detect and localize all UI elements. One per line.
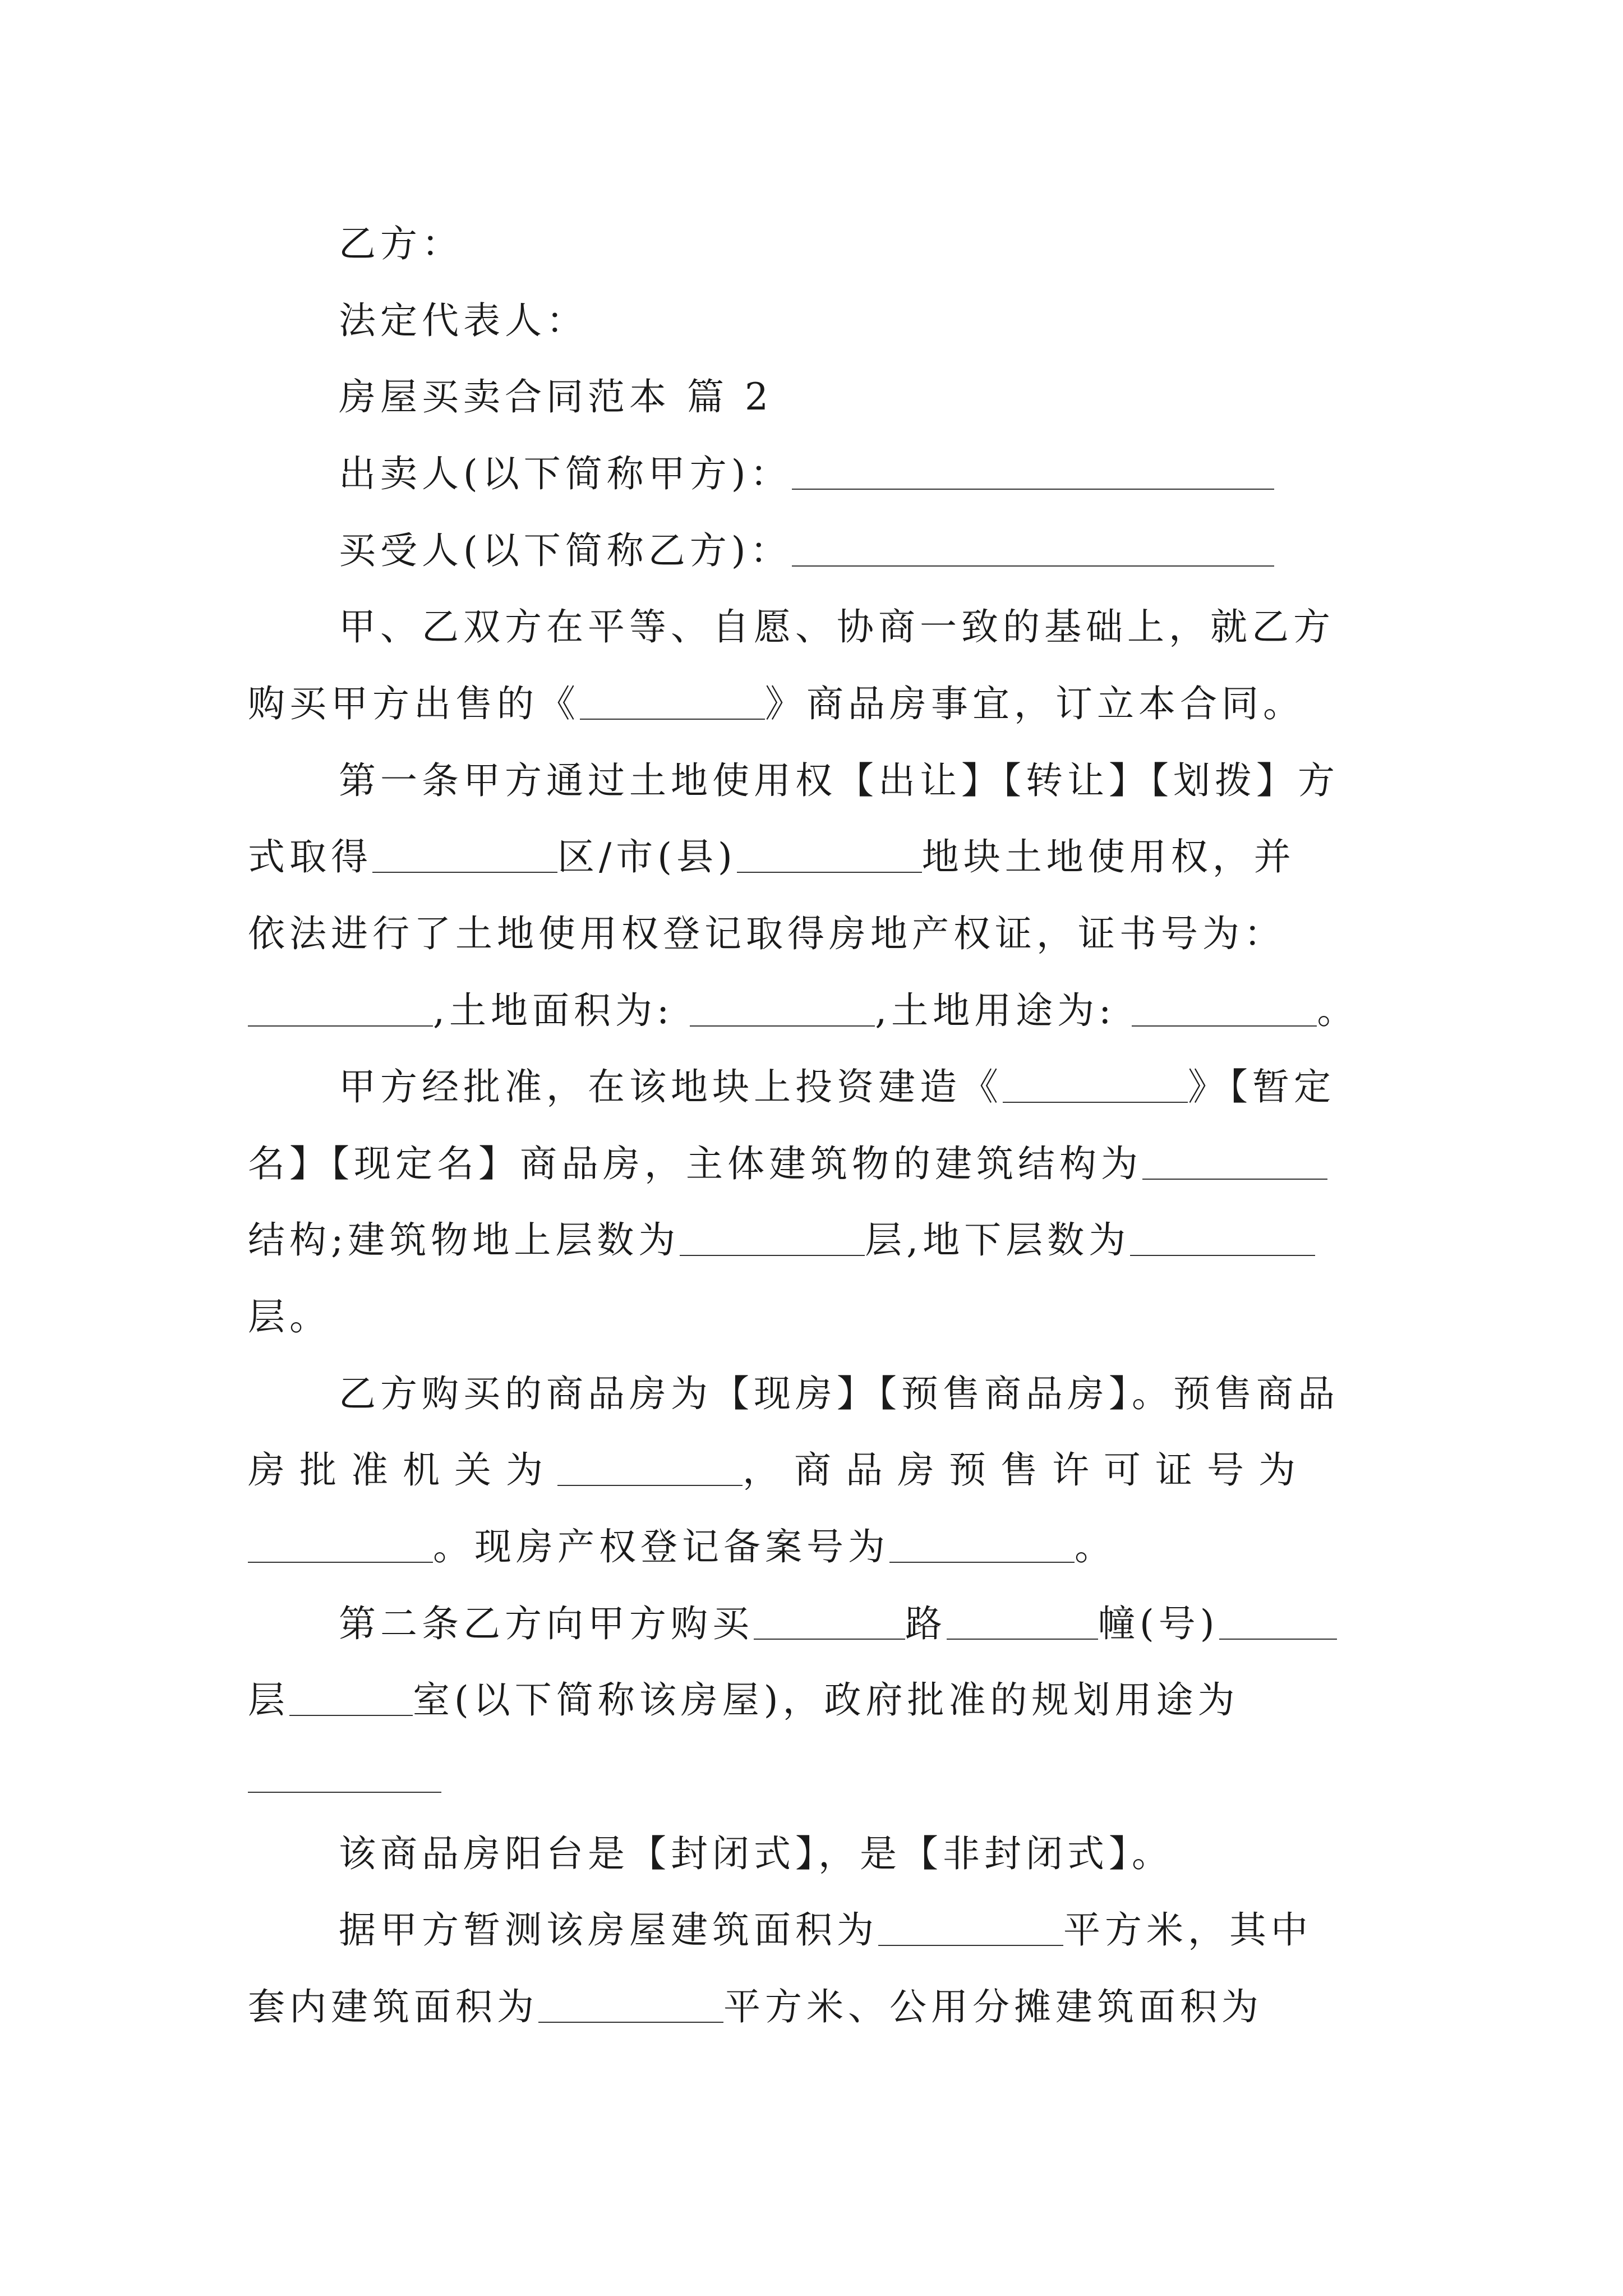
floors-below-blank[interactable]	[1130, 1221, 1315, 1256]
approval-authority-blank[interactable]	[557, 1451, 743, 1486]
paragraph-text: 。	[1075, 1525, 1116, 1568]
paragraph-text: 层,地下层数为	[865, 1218, 1131, 1262]
structure-blank[interactable]	[1142, 1145, 1327, 1180]
paragraph-text: 层。	[248, 1295, 331, 1338]
paragraph-intro-line-2	[248, 679, 1304, 729]
paragraph-text: 路	[905, 1602, 947, 1645]
article-1-line-1	[339, 756, 1339, 806]
buyer-blank[interactable]	[792, 532, 1274, 567]
approval-line-4	[248, 1292, 331, 1342]
article-1-line-2	[248, 832, 1295, 882]
buyer-label: 买受人(以下简称乙方)：	[339, 529, 792, 572]
paragraph-text: ,土地面积为:	[433, 989, 690, 1032]
paragraph-text: 》【暂定	[1188, 1065, 1335, 1108]
building-name-blank[interactable]	[1003, 1068, 1188, 1103]
party-b-line	[339, 219, 463, 269]
paragraph-text: 。	[1317, 989, 1359, 1032]
article-1-line-3	[248, 909, 1285, 959]
paragraph-text: 名】【现定名】商品房，主体建筑物的建筑结构为	[248, 1142, 1142, 1185]
article-2-line-2	[248, 1675, 1239, 1726]
paragraph-text: 套内建筑面积为	[248, 1985, 538, 2028]
approval-line-1	[339, 1062, 1335, 1112]
interior-area-blank[interactable]	[538, 1988, 723, 2023]
article-2-line-3	[248, 1752, 441, 1802]
paragraph-text: 平方米，其中	[1063, 1908, 1312, 1952]
article-2-line-1	[339, 1599, 1337, 1649]
district-blank[interactable]	[372, 838, 557, 873]
paragraph-text: 层	[248, 1678, 289, 1722]
party-b-label: 乙方：	[339, 222, 463, 265]
purchase-type-line-2	[248, 1445, 1310, 1496]
building-number-blank[interactable]	[947, 1605, 1098, 1640]
seller-blank[interactable]	[792, 455, 1274, 490]
paragraph-text: 据甲方暂测该房屋建筑面积为	[339, 1908, 878, 1952]
certificate-number-blank[interactable]	[248, 992, 433, 1027]
project-name-blank[interactable]	[580, 685, 765, 720]
paragraph-text: 结构;建筑物地上层数为	[248, 1218, 680, 1262]
seller-label: 出卖人(以下简称甲方)：	[339, 452, 792, 495]
land-area-blank[interactable]	[690, 992, 875, 1027]
paragraph-text: 平方米、公用分摊建筑面积为	[723, 1985, 1263, 2028]
presale-permit-blank[interactable]	[248, 1528, 433, 1563]
paragraph-text: 第一条甲方通过土地使用权【出让】【转让】【划拨】方	[339, 759, 1339, 802]
paragraph-text: 区/市(县)	[557, 835, 737, 878]
paragraph-text: 甲、乙双方在平等、自愿、协商一致的基础上，就乙方	[339, 605, 1335, 648]
paragraph-text: 房批准机关为	[248, 1448, 557, 1492]
article-1-line-4	[248, 986, 1358, 1036]
paragraph-text: 甲方经批准，在该地块上投资建造《	[339, 1065, 1003, 1108]
legal-rep-label: 法定代表人：	[339, 299, 588, 342]
balcony-line	[339, 1829, 1173, 1879]
paragraph-text: 第二条乙方向甲方购买	[339, 1602, 754, 1645]
room-blank[interactable]	[289, 1681, 413, 1716]
paragraph-text: 乙方购买的商品房为【现房】【预售商品房】。预售商品	[339, 1372, 1339, 1415]
paragraph-text: 。现房产权登记备案号为	[433, 1525, 889, 1568]
approval-line-2	[248, 1139, 1327, 1189]
paragraph-text: 室(以下简称该房屋)，政府批准的规划用途为	[413, 1678, 1239, 1722]
buyer-line	[339, 526, 1274, 576]
planned-use-blank[interactable]	[248, 1758, 441, 1793]
paragraph-text: ,土地用途为:	[875, 989, 1132, 1032]
area-line-2	[248, 1982, 1263, 2032]
paragraph-text: 》商品房事宜，订立本合同。	[765, 682, 1304, 725]
area-line-1	[339, 1905, 1312, 1955]
purchase-type-line-1	[339, 1369, 1339, 1419]
registration-number-blank[interactable]	[889, 1528, 1075, 1563]
section-title: 房屋买卖合同范本 篇 2	[339, 375, 773, 418]
paragraph-text: 地块土地使用权，并	[921, 835, 1295, 878]
approval-line-3	[248, 1215, 1315, 1266]
building-area-blank[interactable]	[878, 1911, 1063, 1946]
paragraph-text: 该商品房阳台是【封闭式】，是【非封闭式】。	[339, 1832, 1173, 1875]
floor-blank[interactable]	[1219, 1605, 1337, 1640]
paragraph-text: 式取得	[248, 835, 372, 878]
paragraph-text: 幢(号)	[1098, 1602, 1219, 1645]
road-blank[interactable]	[754, 1605, 905, 1640]
section-heading	[339, 372, 773, 422]
paragraph-text: ，商品房预售许可证号为	[743, 1448, 1310, 1492]
seller-line	[339, 449, 1274, 499]
plot-blank[interactable]	[737, 838, 922, 873]
land-use-blank[interactable]	[1132, 992, 1317, 1027]
paragraph-intro-line-1	[339, 602, 1335, 652]
paragraph-text: 依法进行了土地使用权登记取得房地产权证，证书号为：	[248, 912, 1285, 955]
floors-above-blank[interactable]	[680, 1221, 865, 1256]
legal-rep-line	[339, 296, 588, 346]
paragraph-text: 购买甲方出售的《	[248, 682, 580, 725]
purchase-type-line-3	[248, 1522, 1116, 1572]
